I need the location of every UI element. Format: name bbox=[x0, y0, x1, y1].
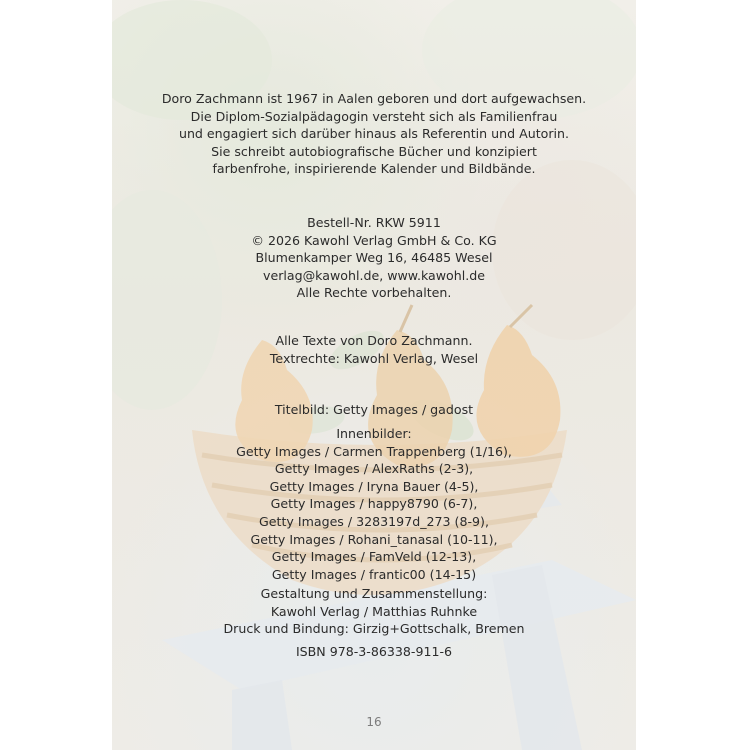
inside-image-credits bbox=[112, 425, 636, 583]
cover-credit bbox=[112, 401, 636, 419]
image-credit-line: Getty Images / Carmen Trappenberg (1/16), bbox=[236, 443, 512, 459]
design-line: Kawohl Verlag / Matthias Ruhnke bbox=[270, 603, 478, 619]
image-credit-line: Getty Images / Rohani_tanasal (10-11), bbox=[250, 531, 498, 547]
design-line: Gestaltung und Zusammenstellung: bbox=[260, 586, 488, 601]
address-line: Blumenkamper Weg 16, 46485 Wesel bbox=[255, 250, 493, 266]
bio-line: und engagiert sich darüber hinaus als Referentin und Autorin. bbox=[178, 126, 570, 142]
image-credit-line: Getty Images / 3283197d_273 (8-9), bbox=[259, 513, 489, 529]
text-credit-line: Textrechte: Kawohl Verlag, Wesel bbox=[269, 350, 479, 366]
pear-stem bbox=[400, 305, 412, 332]
bio-line: Die Diplom-Sozialpädagogin versteht sich als Familienfrau bbox=[190, 108, 558, 124]
production-credits bbox=[112, 585, 636, 638]
inside-images-heading: Innenbilder: bbox=[336, 426, 412, 441]
image-credit-line: Getty Images / FamVeld (12-13), bbox=[271, 549, 477, 565]
image-credit-line: Getty Images / Iryna Bauer (4-5), bbox=[269, 478, 479, 494]
order-number: Bestell-Nr. RKW 5911 bbox=[307, 215, 441, 230]
image-credit-line: Getty Images / happy8790 (6-7), bbox=[270, 496, 478, 512]
bio-line: Sie schreibt autobiografische Bücher und konzipiert bbox=[211, 143, 537, 159]
bio-line: farbenfrohe, inspirierende Kalender und Bildbände. bbox=[212, 161, 536, 177]
text-credit-line: Alle Texte von Doro Zachmann. bbox=[275, 333, 473, 348]
publisher-info bbox=[112, 214, 636, 302]
contact-line: verlag@kawohl.de, www.kawohl.de bbox=[263, 267, 485, 283]
isbn bbox=[112, 643, 636, 661]
copyright-line: © 2026 Kawohl Verlag GmbH & Co. KG bbox=[251, 232, 497, 248]
printing-line: Druck und Bindung: Girzig+Gottschalk, Bremen bbox=[223, 621, 525, 637]
text-credits bbox=[112, 332, 636, 367]
page-number: 16 bbox=[366, 715, 382, 729]
image-credit-line: Getty Images / frantic00 (14-15) bbox=[271, 566, 477, 582]
image-credit-line: Getty Images / AlexRaths (2-3), bbox=[274, 461, 474, 477]
isbn-line: ISBN 978-3-86338-911-6 bbox=[295, 644, 453, 659]
book-page bbox=[112, 0, 636, 750]
bio-line: Doro Zachmann ist 1967 in Aalen geboren und dort aufgewachsen. bbox=[161, 91, 587, 106]
rights-line: Alle Rechte vorbehalten. bbox=[296, 285, 452, 301]
author-bio bbox=[112, 90, 636, 178]
cover-credit-line: Titelbild: Getty Images / gadost bbox=[274, 402, 474, 417]
